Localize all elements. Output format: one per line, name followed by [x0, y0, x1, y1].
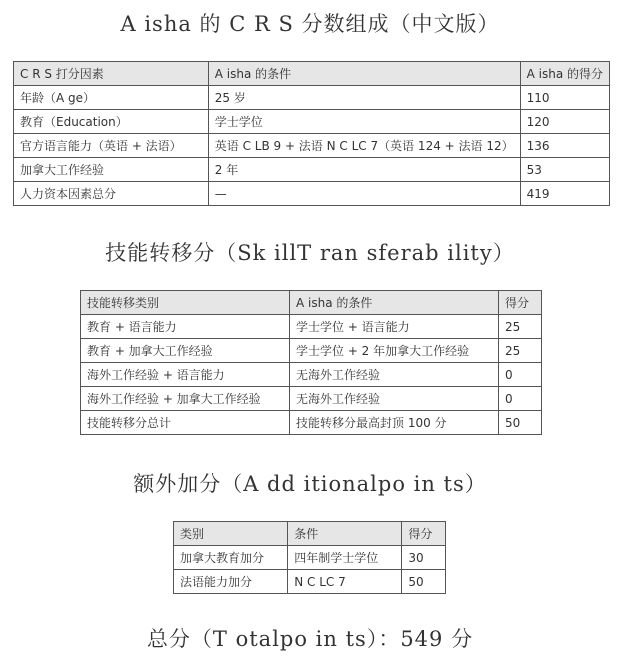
cell: 年龄（A ge） [14, 86, 209, 110]
cell: 53 [520, 158, 609, 182]
cell: 50 [402, 570, 446, 594]
cell: 无海外工作经验 [290, 363, 499, 387]
cell: 无海外工作经验 [290, 387, 499, 411]
header-category: 技能转移类别 [81, 291, 290, 315]
cell: 海外工作经验 + 语言能力 [81, 363, 290, 387]
cell: 0 [499, 363, 542, 387]
cell: 教育 + 加拿大工作经验 [81, 339, 290, 363]
crs-table [13, 61, 610, 206]
header-score: 得分 [499, 291, 542, 315]
cell: 30 [402, 546, 446, 570]
table-row [81, 339, 542, 363]
table-row [14, 182, 610, 206]
cell: 学士学位 + 2 年加拿大工作经验 [290, 339, 499, 363]
cell: 学士学位 + 语言能力 [290, 315, 499, 339]
cell: 50 [499, 411, 542, 435]
table-row [81, 411, 542, 435]
table-row [81, 387, 542, 411]
header-score: 得分 [402, 522, 446, 546]
table-row [81, 315, 542, 339]
table-row [14, 86, 610, 110]
cell: 加拿大工作经验 [14, 158, 209, 182]
table-row [14, 158, 610, 182]
header-category: 类别 [174, 522, 288, 546]
cell: N C LC 7 [288, 570, 402, 594]
cell: 25 岁 [208, 86, 520, 110]
skill-transferability-table [80, 290, 542, 435]
cell: 技能转移分最高封顶 100 分 [290, 411, 499, 435]
cell: 110 [520, 86, 609, 110]
section-title-skill-transferability: 技能转移分（Sk illT ran sferab ility） [105, 241, 515, 265]
cell: 四年制学士学位 [288, 546, 402, 570]
table-header-row [14, 62, 610, 86]
table-row [14, 134, 610, 158]
section-title-additional-points: 额外加分（A dd itionalpo in ts） [133, 472, 487, 496]
cell: 25 [499, 339, 542, 363]
cell: 419 [520, 182, 609, 206]
cell: 法语能力加分 [174, 570, 288, 594]
cell: — [208, 182, 520, 206]
cell: 人力资本因素总分 [14, 182, 209, 206]
header-condition: A isha 的条件 [290, 291, 499, 315]
table-row [14, 110, 610, 134]
header-score: A isha 的得分 [520, 62, 609, 86]
cell: 官方语言能力（英语 + 法语） [14, 134, 209, 158]
cell: 0 [499, 387, 542, 411]
cell: 25 [499, 315, 542, 339]
cell: 技能转移分总计 [81, 411, 290, 435]
table-header-row [174, 522, 446, 546]
header-factor: C R S 打分因素 [14, 62, 209, 86]
cell: 英语 C LB 9 + 法语 N C LC 7（英语 124 + 法语 12） [208, 134, 520, 158]
additional-points-table [173, 521, 446, 594]
page-title: A isha 的 C R S 分数组成（中文版） [120, 12, 500, 36]
cell: 教育（Education） [14, 110, 209, 134]
cell: 2 年 [208, 158, 520, 182]
header-condition: 条件 [288, 522, 402, 546]
cell: 加拿大教育加分 [174, 546, 288, 570]
cell: 海外工作经验 + 加拿大工作经验 [81, 387, 290, 411]
table-row [81, 363, 542, 387]
total-points: 总分（T otalpo in ts）：549 分 [146, 627, 474, 651]
table-row [174, 546, 446, 570]
cell: 120 [520, 110, 609, 134]
cell: 学士学位 [208, 110, 520, 134]
cell: 136 [520, 134, 609, 158]
table-row [174, 570, 446, 594]
header-condition: A isha 的条件 [208, 62, 520, 86]
cell: 教育 + 语言能力 [81, 315, 290, 339]
table-header-row [81, 291, 542, 315]
